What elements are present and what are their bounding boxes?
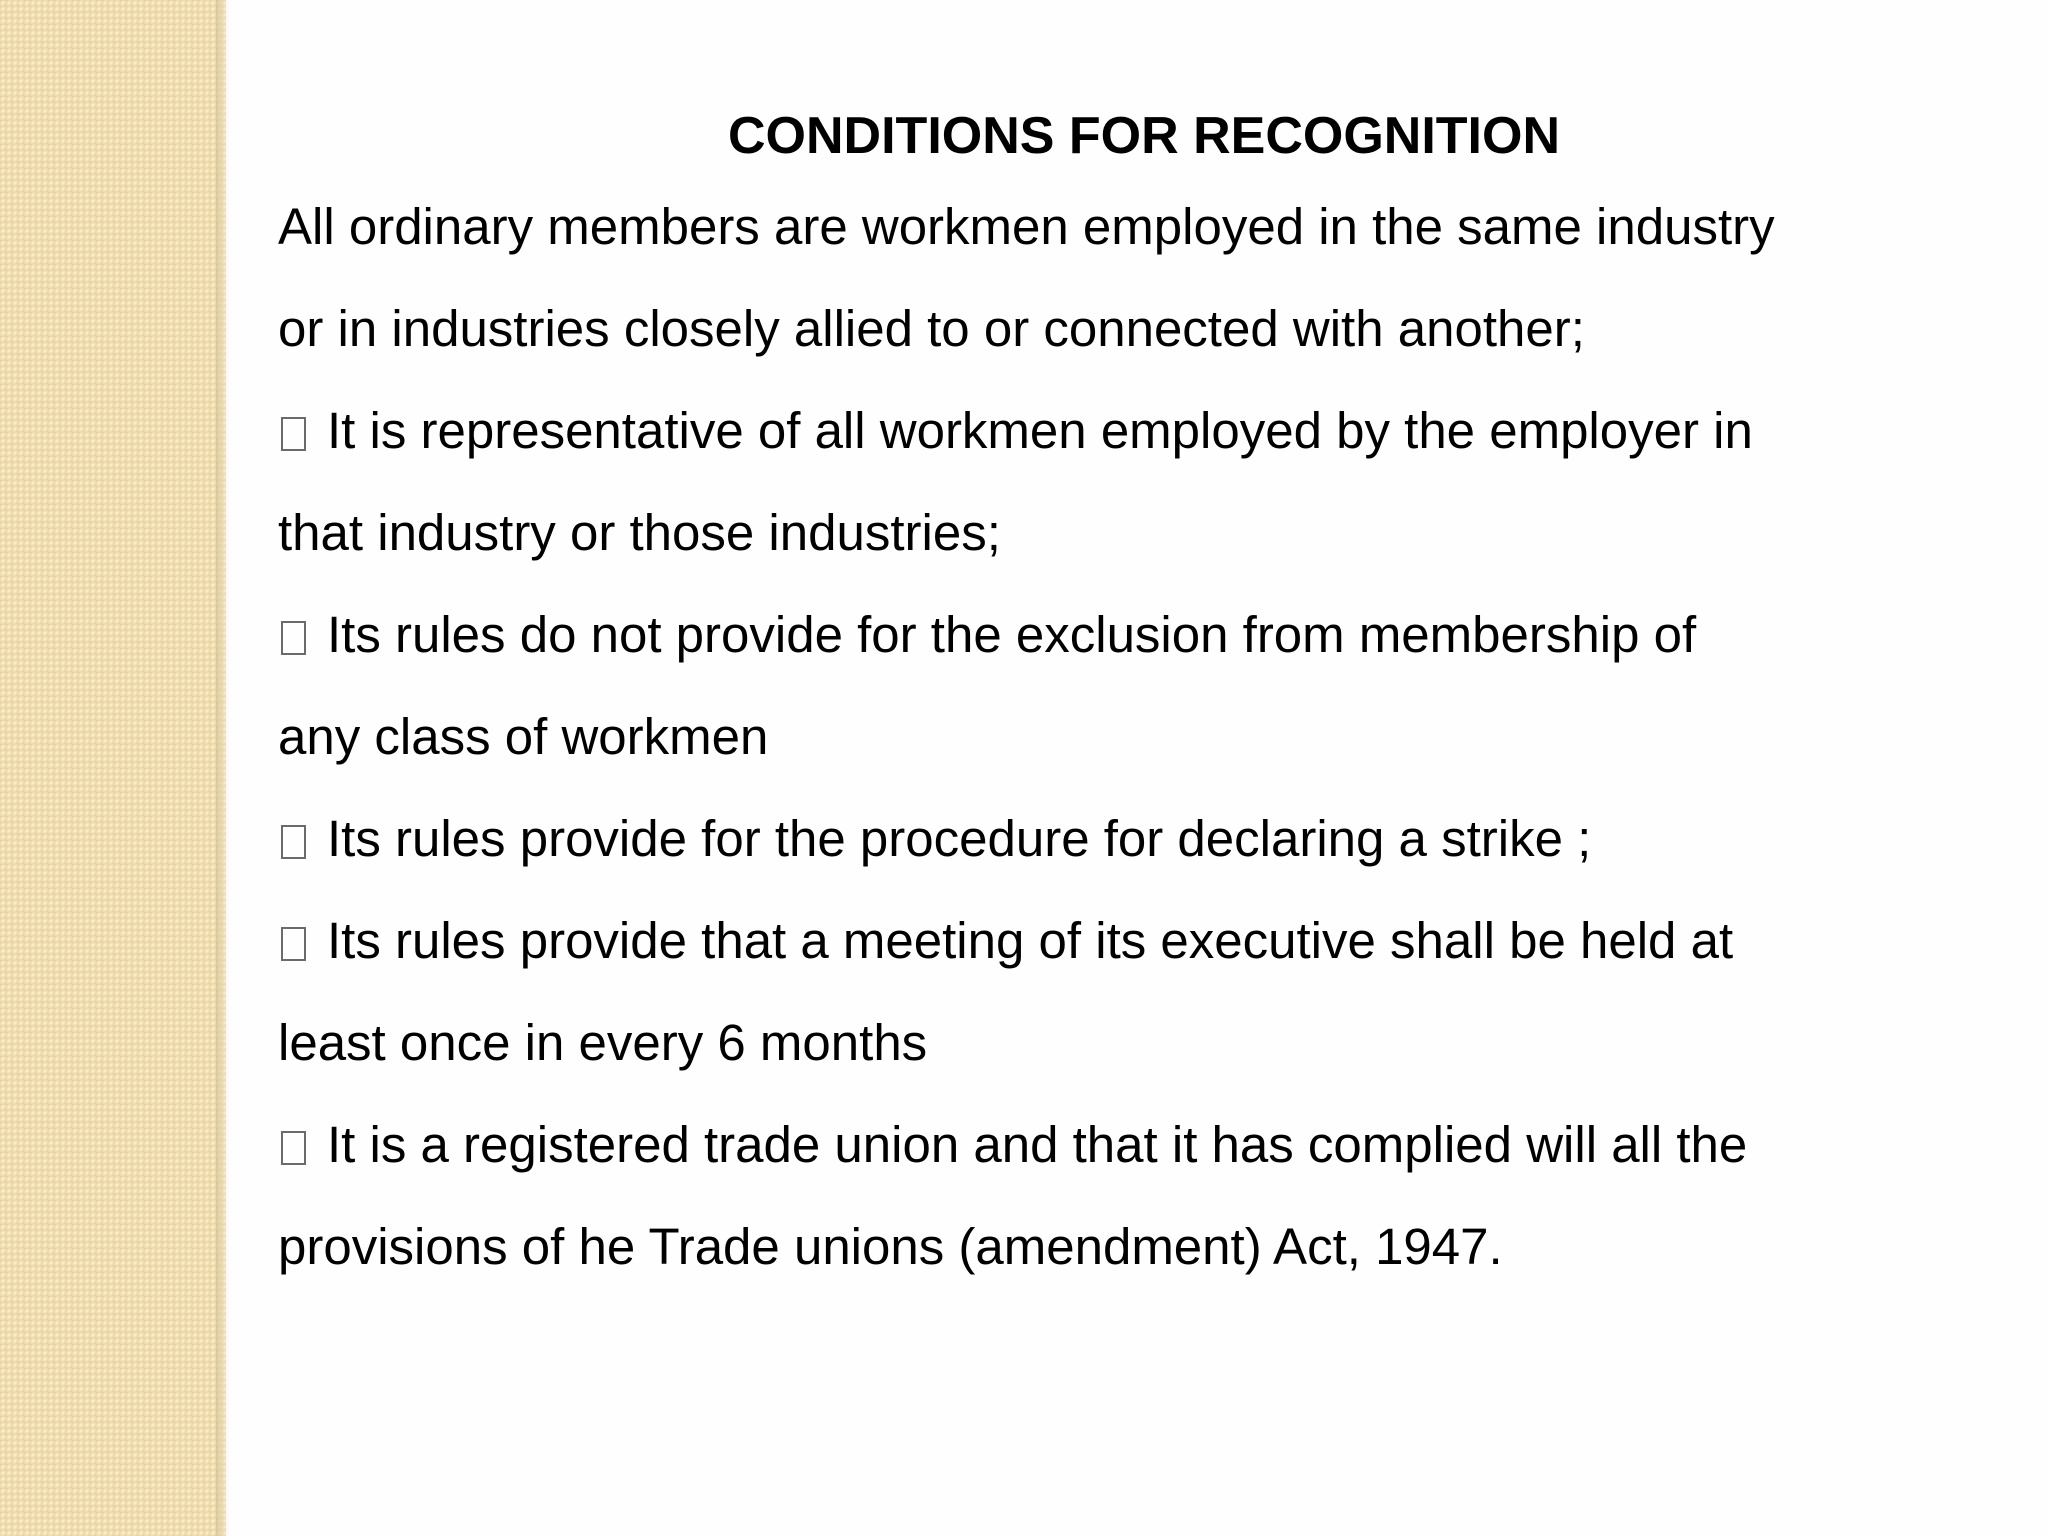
line-text: Its rules provide that a meeting of its executive shall be held at <box>327 912 1734 969</box>
line-text: It is a registered trade union and that it has complied will all the <box>327 1116 1748 1173</box>
missing-glyph-box-icon <box>281 927 306 961</box>
line-text: Its rules provide for the procedure for declaring a strike ; <box>327 810 1592 867</box>
decorative-sidebar-band <box>0 0 226 1536</box>
line-text: that industry or those industries; <box>278 504 1001 561</box>
missing-glyph-box-icon <box>281 825 306 859</box>
sidebar-shadow-edge <box>216 0 230 1536</box>
line-text: All ordinary members are workmen employed in the same industry <box>278 198 1775 255</box>
bullet-line <box>278 788 2008 890</box>
text-line <box>278 992 2008 1094</box>
missing-glyph-box-icon <box>281 1131 306 1165</box>
line-text: or in industries closely allied to or connected with another; <box>278 300 1585 357</box>
text-line <box>278 482 2008 584</box>
line-text: provisions of he Trade unions (amendment) Act, 1947. <box>278 1218 1503 1275</box>
line-text: It is representative of all workmen employed by the employer in <box>327 402 1753 459</box>
bullet-line <box>278 890 2008 992</box>
bullet-line <box>278 1094 2008 1196</box>
missing-glyph-box-icon <box>281 621 306 655</box>
text-line <box>278 686 2008 788</box>
slide-content <box>278 96 2008 1298</box>
missing-glyph-box-icon <box>281 417 306 451</box>
slide-title: CONDITIONS FOR RECOGNITION <box>728 107 1560 165</box>
line-text: any class of workmen <box>278 708 769 765</box>
text-line <box>278 1196 2008 1298</box>
text-line <box>278 278 2008 380</box>
bullet-line <box>278 380 2008 482</box>
line-text: least once in every 6 months <box>278 1014 928 1071</box>
line-text: Its rules do not provide for the exclusion from membership of <box>327 606 1697 663</box>
bullet-line <box>278 584 2008 686</box>
text-line <box>278 176 2008 278</box>
